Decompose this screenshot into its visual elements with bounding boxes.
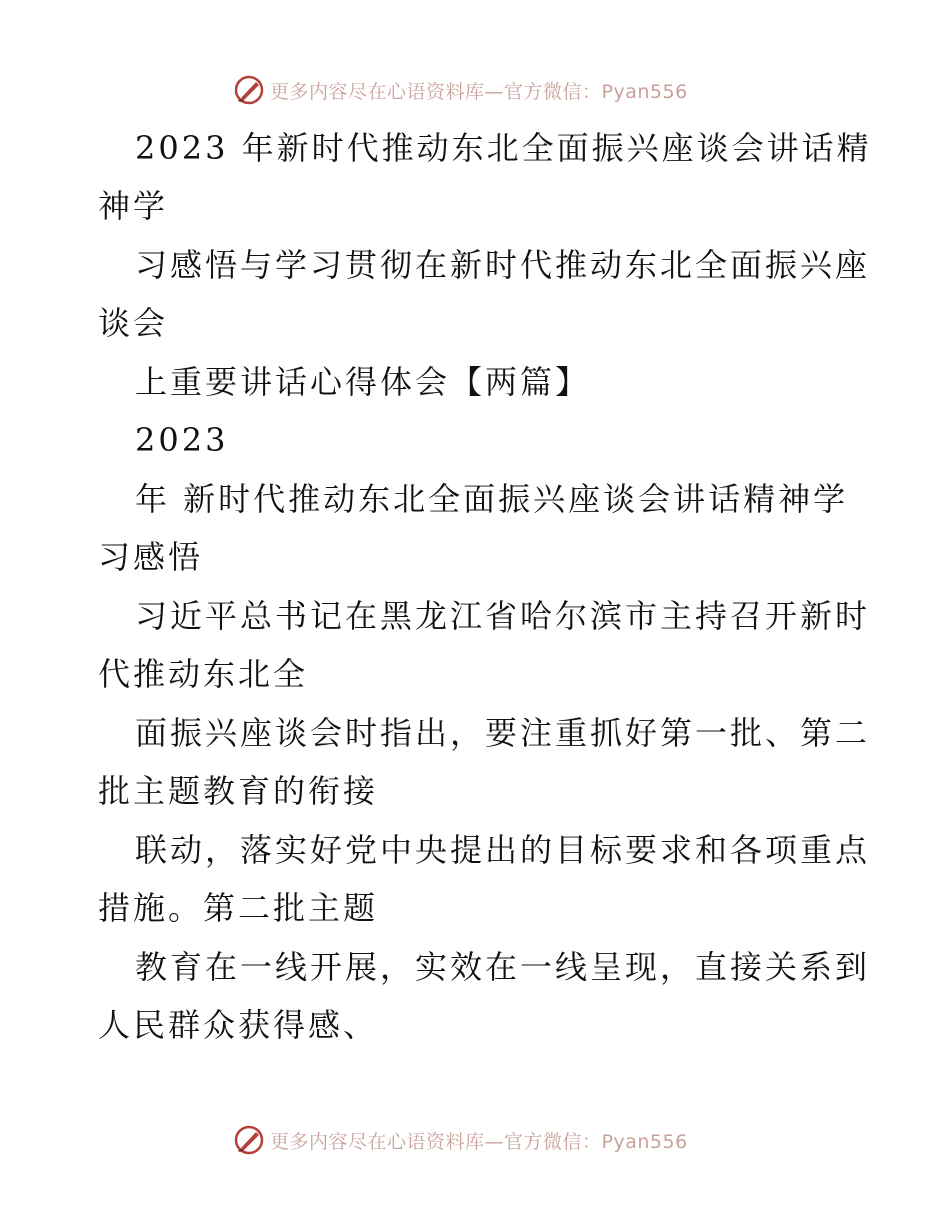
text-line: 2023 年新时代推动东北全面振兴座谈会讲话精	[135, 129, 872, 167]
text-line: 年 新时代推动东北全面振兴座谈会讲话精神学	[135, 480, 849, 518]
brush-logo-icon	[232, 1123, 266, 1157]
text-line: 习感悟	[98, 538, 204, 576]
text-line: 上重要讲话心得体会【两篇】	[135, 363, 591, 401]
brush-logo-icon	[232, 73, 266, 107]
text-line: 教育在一线开展，实效在一线呈现，直接关系到	[135, 948, 871, 986]
watermark-banner-top	[232, 70, 712, 110]
text-line: 谈会	[98, 304, 169, 342]
text-line: 习近平总书记在黑龙江省哈尔滨市主持召开新时	[135, 597, 871, 635]
text-line: 批主题教育的衔接	[98, 772, 379, 810]
text-line: 面振兴座谈会时指出，要注重抓好第一批、第二	[135, 714, 871, 752]
text-line: 代推动东北全	[98, 655, 309, 693]
text-line: 联动，落实好党中央提出的目标要求和各项重点	[135, 831, 871, 869]
text-line: 神学	[98, 187, 169, 225]
text-line: 措施。第二批主题	[98, 889, 379, 927]
text-line: 2023	[135, 421, 229, 459]
watermark-text: 更多内容尽在心语资料库—官方微信：Pyan556	[270, 80, 688, 103]
text-line: 人民群众获得感、	[98, 1006, 379, 1044]
text-line: 习感悟与学习贯彻在新时代推动东北全面振兴座	[135, 246, 871, 284]
watermark-banner-bottom	[232, 1120, 712, 1160]
watermark-text: 更多内容尽在心语资料库—官方微信：Pyan556	[270, 1130, 688, 1153]
